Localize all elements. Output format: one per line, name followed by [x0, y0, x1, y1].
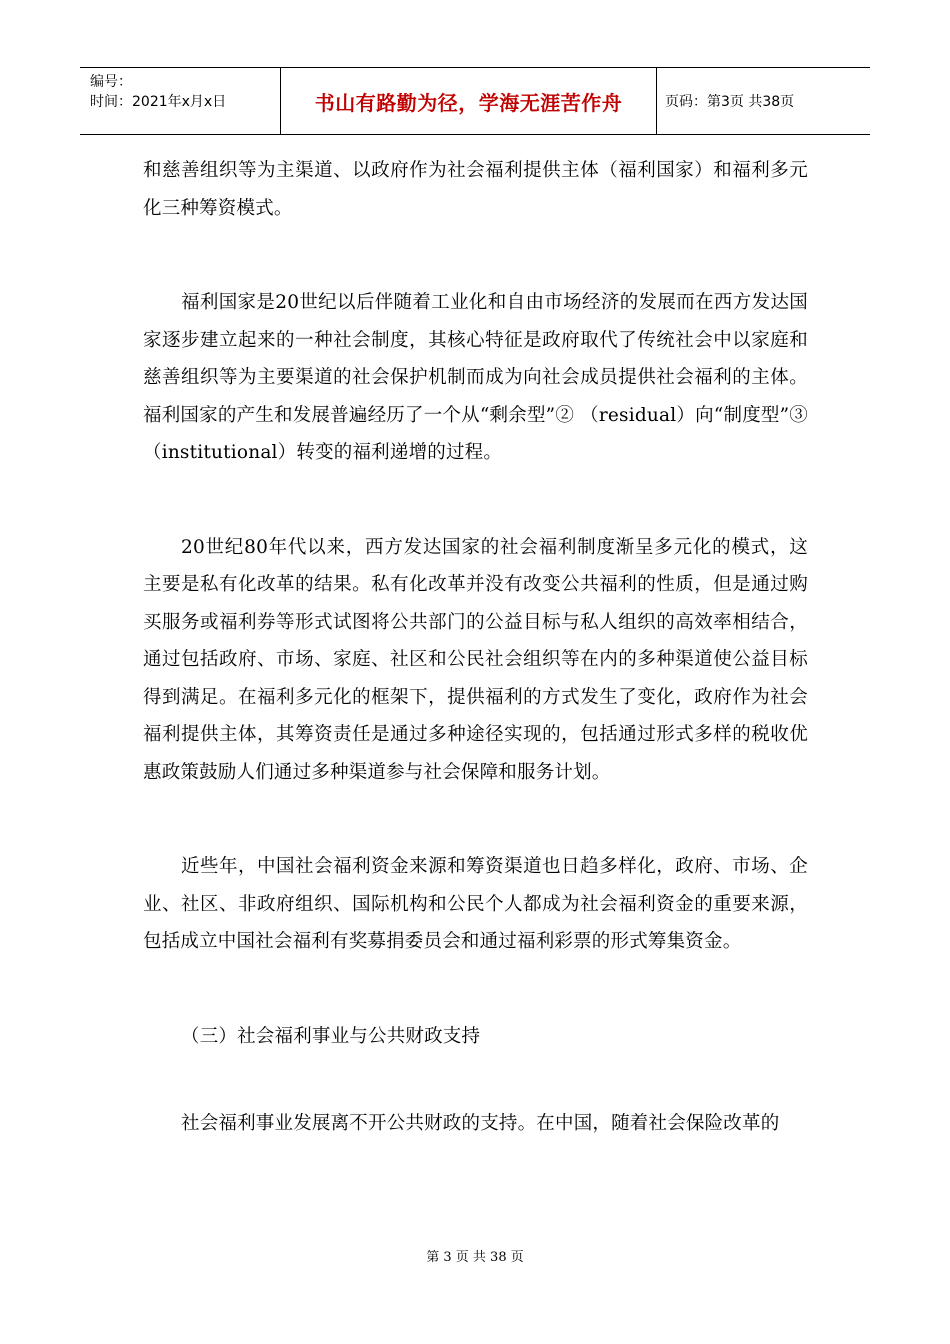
paragraph-public-finance: 社会福利事业发展离不开公共财政的支持。在中国，随着社会保险改革的 — [181, 1113, 780, 1134]
header-meta — [80, 68, 281, 134]
header-motto: 书山有路勤为径，学海无涯苦作舟 — [281, 68, 657, 134]
code-label: 编号： — [90, 74, 132, 90]
page-footer: 第 3 页 共 38 页 — [426, 1250, 524, 1265]
body-text — [143, 152, 808, 1200]
paragraph-continuation: 和慈善组织等为主渠道、以政府作为社会福利提供主体（福利国家）和福利多元化三种筹资模式。 — [143, 160, 808, 219]
time-label: 时间：2021年x月x日 — [90, 94, 227, 110]
page-header — [80, 67, 870, 135]
paragraph-china-funding: 近些年，中国社会福利资金来源和筹资渠道也日趋多样化，政府、市场、企业、社区、非政府组织、国际机构和公民个人都成为社会福利资金的重要来源，包括成立中国社会福利有奖募捐委员会和通过福利彩票的形式筹集资金。 — [143, 856, 808, 952]
header-page-info: 页码：第3页 共38页 — [665, 94, 795, 110]
paragraph-pluralism: 20世纪80年代以来，西方发达国家的社会福利制度渐呈多元化的模式，这主要是私有化改革的结果。私有化改革并没有改变公共福利的性质，但是通过购买服务或福利券等形式试图将公共部门的公益目标与私人组织的高效率相结合，通过包括政府、市场、家庭、社区和公民社会组织等在内的多种渠道使公益目标得到满足。在福利多元化的框架下，提供福利的方式发生了变化，政府作为社会福利提供主体，其筹资责任是通过多种途径实现的，包括通过形式多样的税收优惠政策鼓励人们通过多种渠道参与社会保障和服务计划。 — [143, 536, 808, 783]
paragraph-welfare-state: 福利国家是20世纪以后伴随着工业化和自由市场经济的发展而在西方发达国家逐步建立起来的一种社会制度，其核心特征是政府取代了传统社会中以家庭和慈善组织等为主要渠道的社会保护机制而成为向社会成员提供社会福利的主体。福利国家的产生和发展普遍经历了一个从“剩余型”② （residual）向“制度型”③ （institutional）转变的福利递增的过程。 — [143, 292, 808, 463]
section-heading: （三）社会福利事业与公共财政支持 — [181, 1025, 481, 1047]
